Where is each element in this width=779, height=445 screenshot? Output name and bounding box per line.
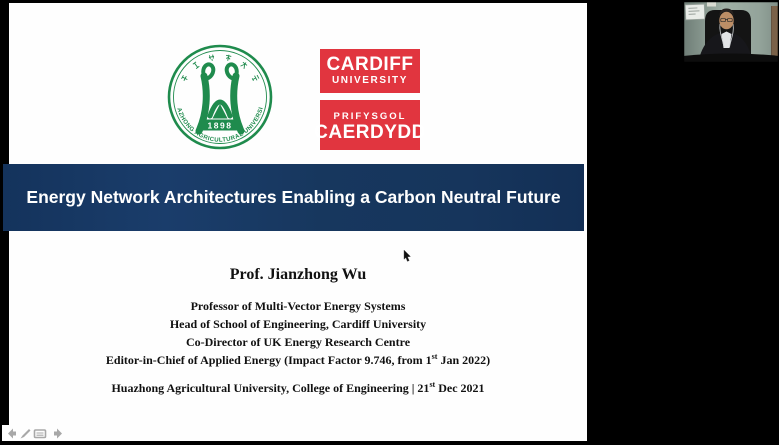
slide-title: Energy Network Architectures Enabling a Carbon Neutral Future: [26, 187, 561, 207]
pen-tool-button[interactable]: [21, 429, 31, 439]
speaker-name: Prof. Jianzhong Wu: [229, 266, 367, 283]
credential-line: Head of School of Engineering, Cardiff University: [169, 317, 427, 331]
mouse-cursor-icon: [403, 250, 412, 263]
presenter-toolbar: [6, 427, 64, 440]
hzau-university-logo: [166, 43, 274, 151]
cardiff-university-logo: [314, 49, 426, 150]
next-slide-button[interactable]: [54, 429, 62, 439]
cardiff-logo-text: CARDIFF: [326, 54, 414, 75]
speaker-credentials: [9, 297, 587, 369]
hzau-english-ring-text: HUAZHONG AGRICULTURAL UNIVERSITY: [175, 93, 265, 144]
credential-line: Editor-in-Chief of Applied Energy (Impact Factor 9.746, from 1st Jan 2022): [105, 352, 491, 367]
slide-title-banner: [3, 164, 584, 231]
presenter-webcam-video[interactable]: [683, 1, 779, 63]
slide-footer: Huazhong Agricultural University, College of Engineering | 21st Dec 2021: [111, 380, 485, 395]
cardiff-logo-welsh-block: [314, 100, 426, 150]
cardiff-logo-text: PRIFYSGOL: [333, 110, 407, 122]
cardiff-logo-english-block: [320, 49, 420, 93]
whiteboard: [685, 4, 705, 20]
slide-menu-button[interactable]: [35, 430, 46, 438]
previous-slide-button[interactable]: [8, 429, 16, 439]
hzau-chinese-ring-text: [181, 54, 259, 82]
hzau-year-text: 1898: [207, 120, 233, 131]
cardiff-logo-text: CAERDYDD: [314, 121, 426, 143]
cardiff-logo-text: UNIVERSITY: [331, 75, 408, 86]
credential-line: Professor of Multi-Vector Energy Systems: [190, 299, 406, 313]
credential-line: Co-Director of UK Energy Research Centre: [185, 335, 411, 349]
